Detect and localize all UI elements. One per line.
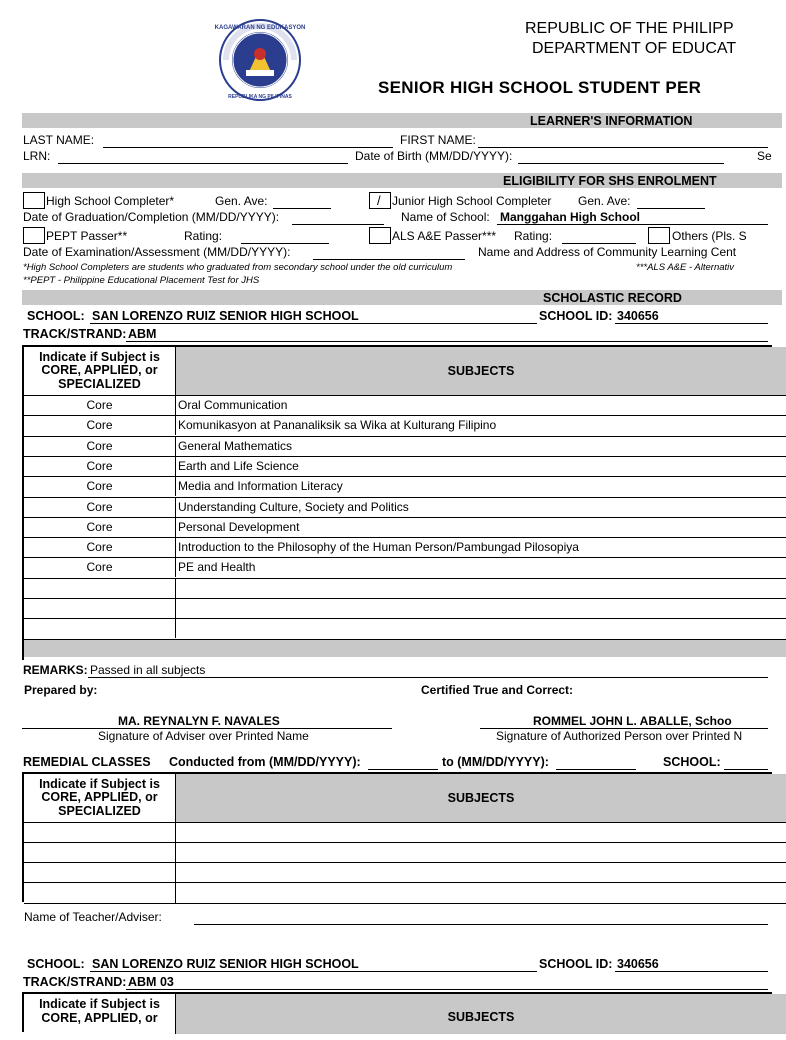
gen-ave-label-1: Gen. Ave:	[215, 194, 268, 208]
form-title: SENIOR HIGH SCHOOL STUDENT PER	[378, 78, 702, 97]
to-label: to (MM/DD/YYYY):	[442, 755, 549, 769]
table-row[interactable]	[24, 598, 786, 618]
others-checkbox[interactable]	[648, 227, 670, 244]
remedial-school-label: SCHOOL:	[663, 755, 721, 769]
dob-field[interactable]	[518, 163, 724, 164]
jhs-completer-checkbox[interactable]	[369, 192, 391, 209]
department-text: DEPARTMENT OF EDUCAT	[532, 40, 737, 57]
subject-type-cell: Core	[24, 498, 176, 517]
remedial-school-field[interactable]	[724, 769, 768, 770]
learner-info-band	[22, 113, 782, 128]
subject-type-cell: Core	[24, 437, 176, 456]
rating-field-1[interactable]	[241, 243, 329, 244]
republic-text: REPUBLIC OF THE PHILIPP	[525, 20, 734, 37]
remedial-row[interactable]	[24, 862, 786, 882]
subject-name-cell: PE and Health	[178, 560, 256, 575]
teacher-label: Name of Teacher/Adviser:	[24, 910, 162, 924]
school-id-field[interactable]	[615, 323, 768, 324]
jhs-completer-label: Junior High School Completer	[392, 194, 552, 208]
second-school-id-field[interactable]	[615, 971, 768, 972]
subject-type-cell	[24, 599, 176, 618]
remarks-value: Passed in all subjects	[90, 663, 206, 677]
subject-type-cell: Core	[24, 396, 176, 415]
authorized-caption: Signature of Authorized Person over Printed N	[496, 729, 743, 743]
col-indicate-header: Indicate if Subject is CORE, APPLIED, or SPECIALIZED	[24, 347, 176, 395]
prepared-by-label: Prepared by:	[24, 683, 98, 697]
first-name-field[interactable]	[478, 147, 768, 148]
remarks-field[interactable]	[88, 677, 768, 678]
second-track-label: TRACK/STRAND:	[23, 975, 127, 989]
second-school-field[interactable]	[90, 971, 537, 972]
table-row[interactable]	[24, 618, 786, 638]
subject-type-cell: Core	[24, 416, 176, 435]
scholastic-table	[22, 345, 772, 660]
authorized-name: ROMMEL JOHN L. ABALLE, Schoo	[533, 714, 732, 728]
subject-name-cell: Introduction to the Philosophy of the Human Person/Pambungad Pilosopiya	[178, 540, 579, 555]
second-col-subjects-header: SUBJECTS	[176, 994, 786, 1034]
eligibility-band	[22, 173, 782, 188]
deped-seal	[206, 18, 314, 102]
to-field[interactable]	[556, 769, 636, 770]
table-row[interactable]	[24, 578, 786, 598]
adviser-name: MA. REYNALYN F. NAVALES	[118, 714, 280, 728]
remedial-col-subjects-header: SUBJECTS	[176, 774, 786, 822]
school-id-label: SCHOOL ID:	[539, 309, 613, 323]
gen-ave-label-2: Gen. Ave:	[578, 194, 631, 208]
second-track-value: ABM 03	[128, 975, 174, 989]
subject-name-cell: Earth and Life Science	[178, 458, 299, 473]
subject-type-cell: Core	[24, 518, 176, 537]
svg-text:KAGAWARAN NG EDUKASYON: KAGAWARAN NG EDUKASYON	[214, 25, 306, 31]
exam-date-field[interactable]	[313, 259, 465, 260]
last-name-field[interactable]	[103, 147, 393, 148]
pept-label: PEPT Passer**	[46, 229, 128, 243]
table-row[interactable]	[24, 415, 786, 435]
als-checkbox[interactable]	[369, 227, 391, 244]
deped-seal-icon	[206, 18, 314, 102]
track-field[interactable]	[126, 341, 768, 342]
sex-label: Se	[757, 149, 772, 163]
school-label: SCHOOL:	[27, 309, 85, 323]
track-value: ABM	[128, 327, 157, 341]
subject-name-cell: General Mathematics	[178, 438, 293, 453]
remedial-table	[22, 772, 772, 902]
second-table	[22, 992, 772, 1032]
table-row[interactable]	[24, 497, 786, 517]
pept-checkbox[interactable]	[23, 227, 45, 244]
others-label: Others (Pls. S	[672, 229, 747, 243]
certified-label: Certified True and Correct:	[421, 683, 574, 697]
col-subjects-header: SUBJECTS	[176, 347, 786, 395]
subject-name-cell: Oral Communication	[178, 398, 288, 412]
table-footer-band	[24, 639, 786, 657]
subject-type-cell: Core	[24, 538, 176, 557]
subject-name-cell: Personal Development	[178, 519, 300, 534]
scholastic-title: SCHOLASTIC RECORD	[543, 291, 682, 305]
rating-field-2[interactable]	[562, 243, 636, 244]
subject-type-cell	[24, 579, 176, 598]
dob-label: Date of Birth (MM/DD/YYYY):	[355, 149, 513, 163]
subject-name-cell: Komunikasyon at Pananaliksik sa Wika at Kulturang Filipino	[178, 418, 497, 433]
subject-type-cell: Core	[24, 558, 176, 577]
scholastic-band	[22, 290, 782, 305]
table-row[interactable]	[24, 436, 786, 456]
remedial-label: REMEDIAL CLASSES	[23, 755, 151, 769]
table-row[interactable]	[24, 517, 786, 537]
remedial-row[interactable]	[24, 842, 786, 862]
als-label: ALS A&E Passer***	[392, 229, 497, 243]
note-pept: **PEPT - Philippine Educational Placement Test for JHS	[23, 275, 260, 286]
exam-date-label: Date of Examination/Assessment (MM/DD/YYYY):	[23, 245, 291, 259]
remarks-label: REMARKS:	[23, 663, 88, 677]
table-row[interactable]	[24, 456, 786, 476]
remedial-row[interactable]	[24, 822, 786, 842]
grad-date-field[interactable]	[292, 224, 384, 225]
school-name-value: Manggahan High School	[500, 210, 640, 224]
track-label: TRACK/STRAND:	[23, 327, 127, 341]
table-row[interactable]	[24, 537, 786, 557]
second-track-field[interactable]	[126, 989, 768, 990]
school-id-value: 340656	[617, 309, 659, 323]
school-field[interactable]	[90, 323, 537, 324]
second-col-indicate-header: Indicate if Subject is CORE, APPLIED, or	[24, 994, 176, 1034]
clc-label: Name and Address of Community Learning Cent	[478, 245, 737, 259]
remedial-col-indicate-header: Indicate if Subject is CORE, APPLIED, or SPECIALIZED	[24, 774, 176, 822]
note-hs-completer: *High School Completers are students who graduated from secondary school under the old curriculum	[23, 262, 453, 273]
last-name-label: LAST NAME:	[23, 133, 95, 147]
second-school-value: SAN LORENZO RUIZ SENIOR HIGH SCHOOL	[92, 957, 359, 971]
table-row[interactable]	[24, 476, 786, 496]
jhs-check-mark: /	[377, 193, 381, 208]
hs-completer-label: High School Completer*	[46, 194, 175, 208]
rating-label-1: Rating:	[184, 229, 223, 243]
hs-completer-checkbox[interactable]	[23, 192, 45, 209]
school-name-label: Name of School:	[401, 210, 490, 224]
subject-type-cell: Core	[24, 477, 176, 496]
rating-label-2: Rating:	[514, 229, 553, 243]
conducted-from-label: Conducted from (MM/DD/YYYY):	[169, 755, 361, 769]
table-row[interactable]	[24, 395, 786, 415]
school-value: SAN LORENZO RUIZ SENIOR HIGH SCHOOL	[92, 309, 359, 323]
subject-name-cell: Understanding Culture, Society and Politics	[178, 499, 409, 514]
conducted-from-field[interactable]	[368, 769, 438, 770]
lrn-field[interactable]	[58, 163, 348, 164]
eligibility-title: ELIGIBILITY FOR SHS ENROLMENT	[503, 174, 717, 188]
grad-date-label: Date of Graduation/Completion (MM/DD/YYYY):	[23, 210, 280, 224]
second-school-id-label: SCHOOL ID:	[539, 957, 613, 971]
second-school-id-value: 340656	[617, 957, 659, 971]
lrn-label: LRN:	[23, 149, 51, 163]
gen-ave-field-1[interactable]	[273, 208, 331, 209]
adviser-caption: Signature of Adviser over Printed Name	[98, 729, 309, 743]
gen-ave-field-2[interactable]	[637, 208, 705, 209]
school-name-field[interactable]	[497, 224, 768, 225]
table-row[interactable]	[24, 557, 786, 577]
subject-type-cell: Core	[24, 457, 176, 476]
first-name-label: FIRST NAME:	[400, 133, 476, 147]
subject-name-cell: Media and Information Literacy	[178, 479, 343, 494]
svg-text:REPUBLIKA NG PILIPINAS: REPUBLIKA NG PILIPINAS	[228, 94, 292, 100]
subject-type-cell	[24, 619, 176, 638]
remedial-row[interactable]	[24, 882, 786, 904]
teacher-field[interactable]	[194, 924, 768, 925]
second-school-label: SCHOOL:	[27, 957, 85, 971]
note-als: ***ALS A&E - Alternativ	[636, 262, 735, 273]
learner-info-title: LEARNER'S INFORMATION	[530, 114, 693, 128]
